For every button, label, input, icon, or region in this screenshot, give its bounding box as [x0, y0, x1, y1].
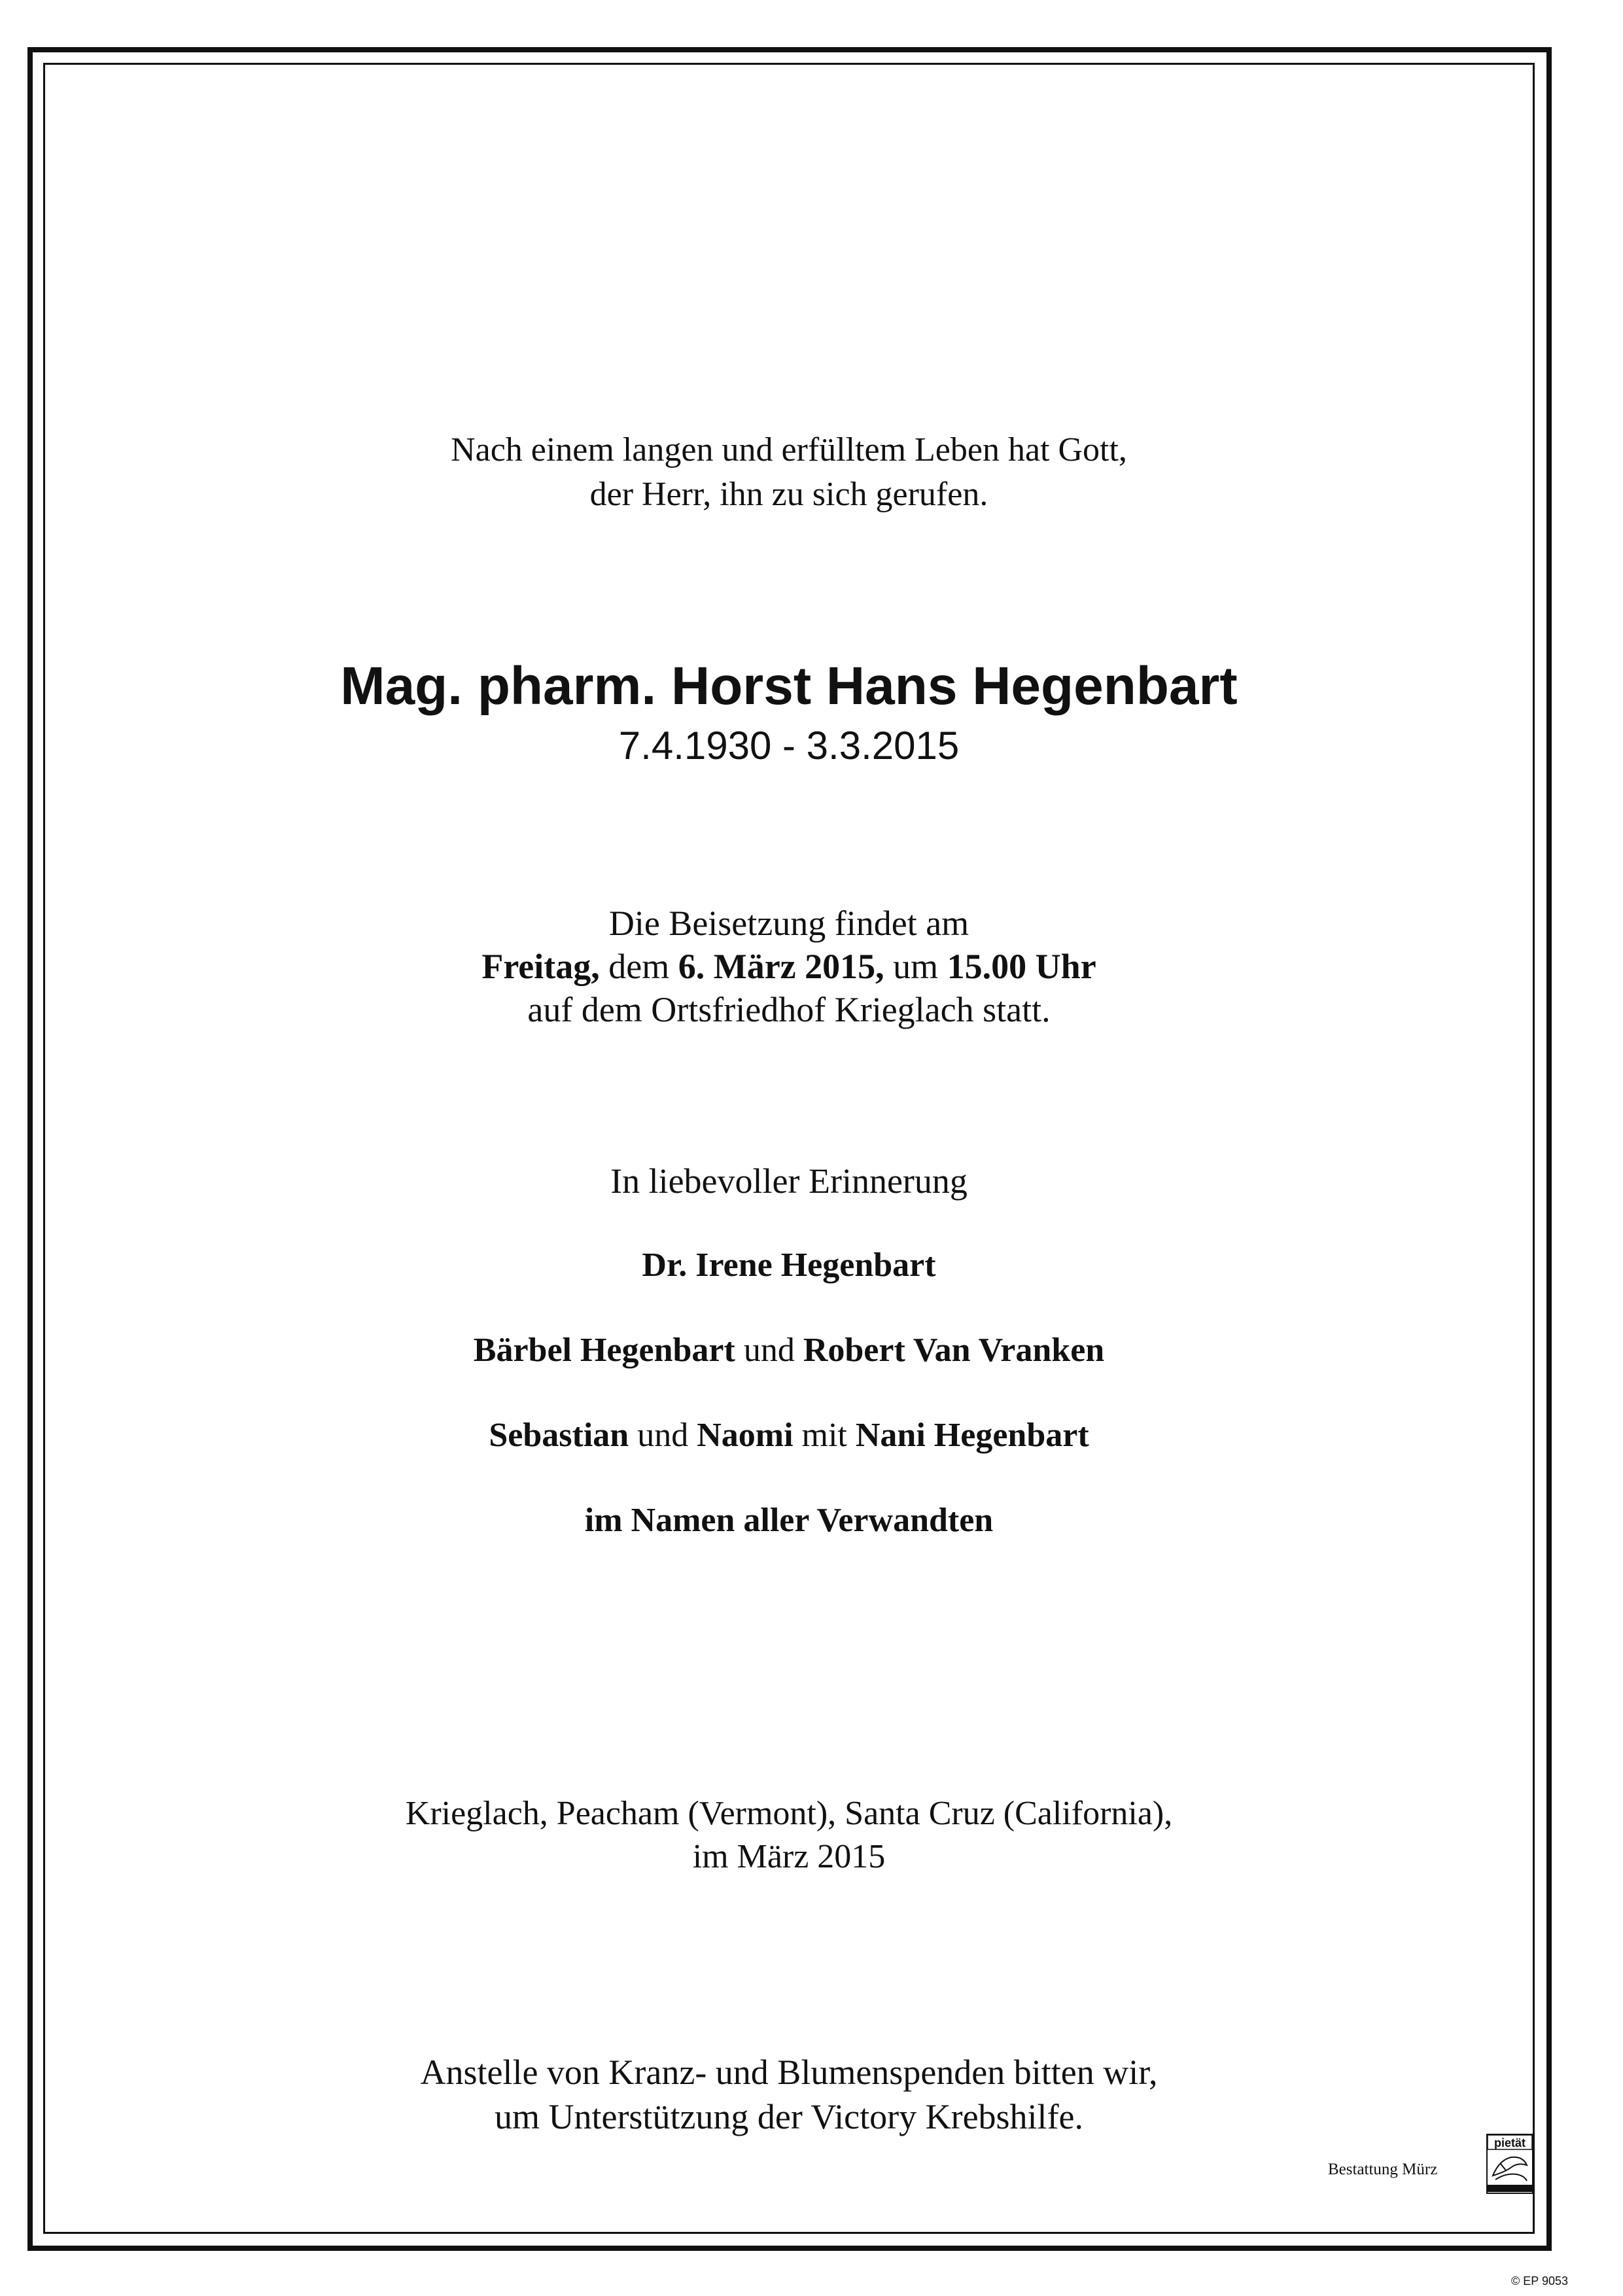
funeral-line-3: auf dem Ortsfriedhof Krieglach statt.: [527, 990, 1051, 1029]
mourner-row-1: Dr. Irene Hegenbart: [642, 1246, 936, 1284]
funeral-day: Freitag,: [481, 947, 600, 986]
funeral-date: 6. März 2015,: [678, 947, 884, 986]
funeral-time: 15.00 Uhr: [947, 947, 1096, 986]
funeral-dem: dem: [599, 947, 678, 986]
mourner-row-3-name-b: Naomi: [697, 1417, 794, 1454]
donation-line-1: Anstelle von Kranz- und Blumenspenden bitten wir,: [420, 2053, 1158, 2092]
intro-line-1: Nach einem langen und erfülltem Leben hat Gott,: [451, 431, 1127, 468]
copyright-notice: © EP 9053: [1511, 2274, 1568, 2287]
logo-text: pietät: [1493, 2136, 1526, 2149]
inner-border: [43, 63, 1535, 2234]
intro-line-2: der Herr, ihn zu sich gerufen.: [589, 476, 988, 513]
mourner-row-2-und: und: [735, 1332, 803, 1369]
funeral-line-1: Die Beisetzung findet am: [608, 904, 969, 943]
pietat-logo-icon: [1486, 2134, 1533, 2194]
deceased-name: Mag. pharm. Horst Hans Hegenbart: [340, 656, 1238, 716]
funeral-um: um: [884, 947, 947, 986]
deceased-dates: 7.4.1930 - 3.3.2015: [618, 724, 960, 768]
funeral-home-name: Bestattung Mürz: [1328, 2161, 1438, 2178]
mourner-row-4: im Namen aller Verwandten: [584, 1502, 994, 1539]
funeral-line-2: [43, 949, 1535, 984]
mourner-row-2-name-a: Bärbel Hegenbart: [473, 1332, 735, 1369]
place-line-1: Krieglach, Peacham (Vermont), Santa Cruz (California),: [405, 1795, 1173, 1832]
mourner-row-3-name-c: Nani Hegenbart: [855, 1417, 1089, 1454]
donation-line-2: um Unterstützung der Victory Krebshilfe.: [494, 2097, 1084, 2136]
mourner-row-3-und: und: [629, 1417, 697, 1454]
mourner-row-3: [43, 1419, 1535, 1453]
mourner-row-3-name-a: Sebastian: [489, 1417, 629, 1454]
mourner-row-2: [43, 1333, 1535, 1368]
mourner-row-3-mit: mit: [793, 1417, 856, 1454]
place-line-2: im März 2015: [692, 1838, 886, 1875]
mourner-row-2-name-b: Robert Van Vranken: [803, 1332, 1105, 1369]
memory-heading: In liebevoller Erinnerung: [610, 1161, 968, 1201]
